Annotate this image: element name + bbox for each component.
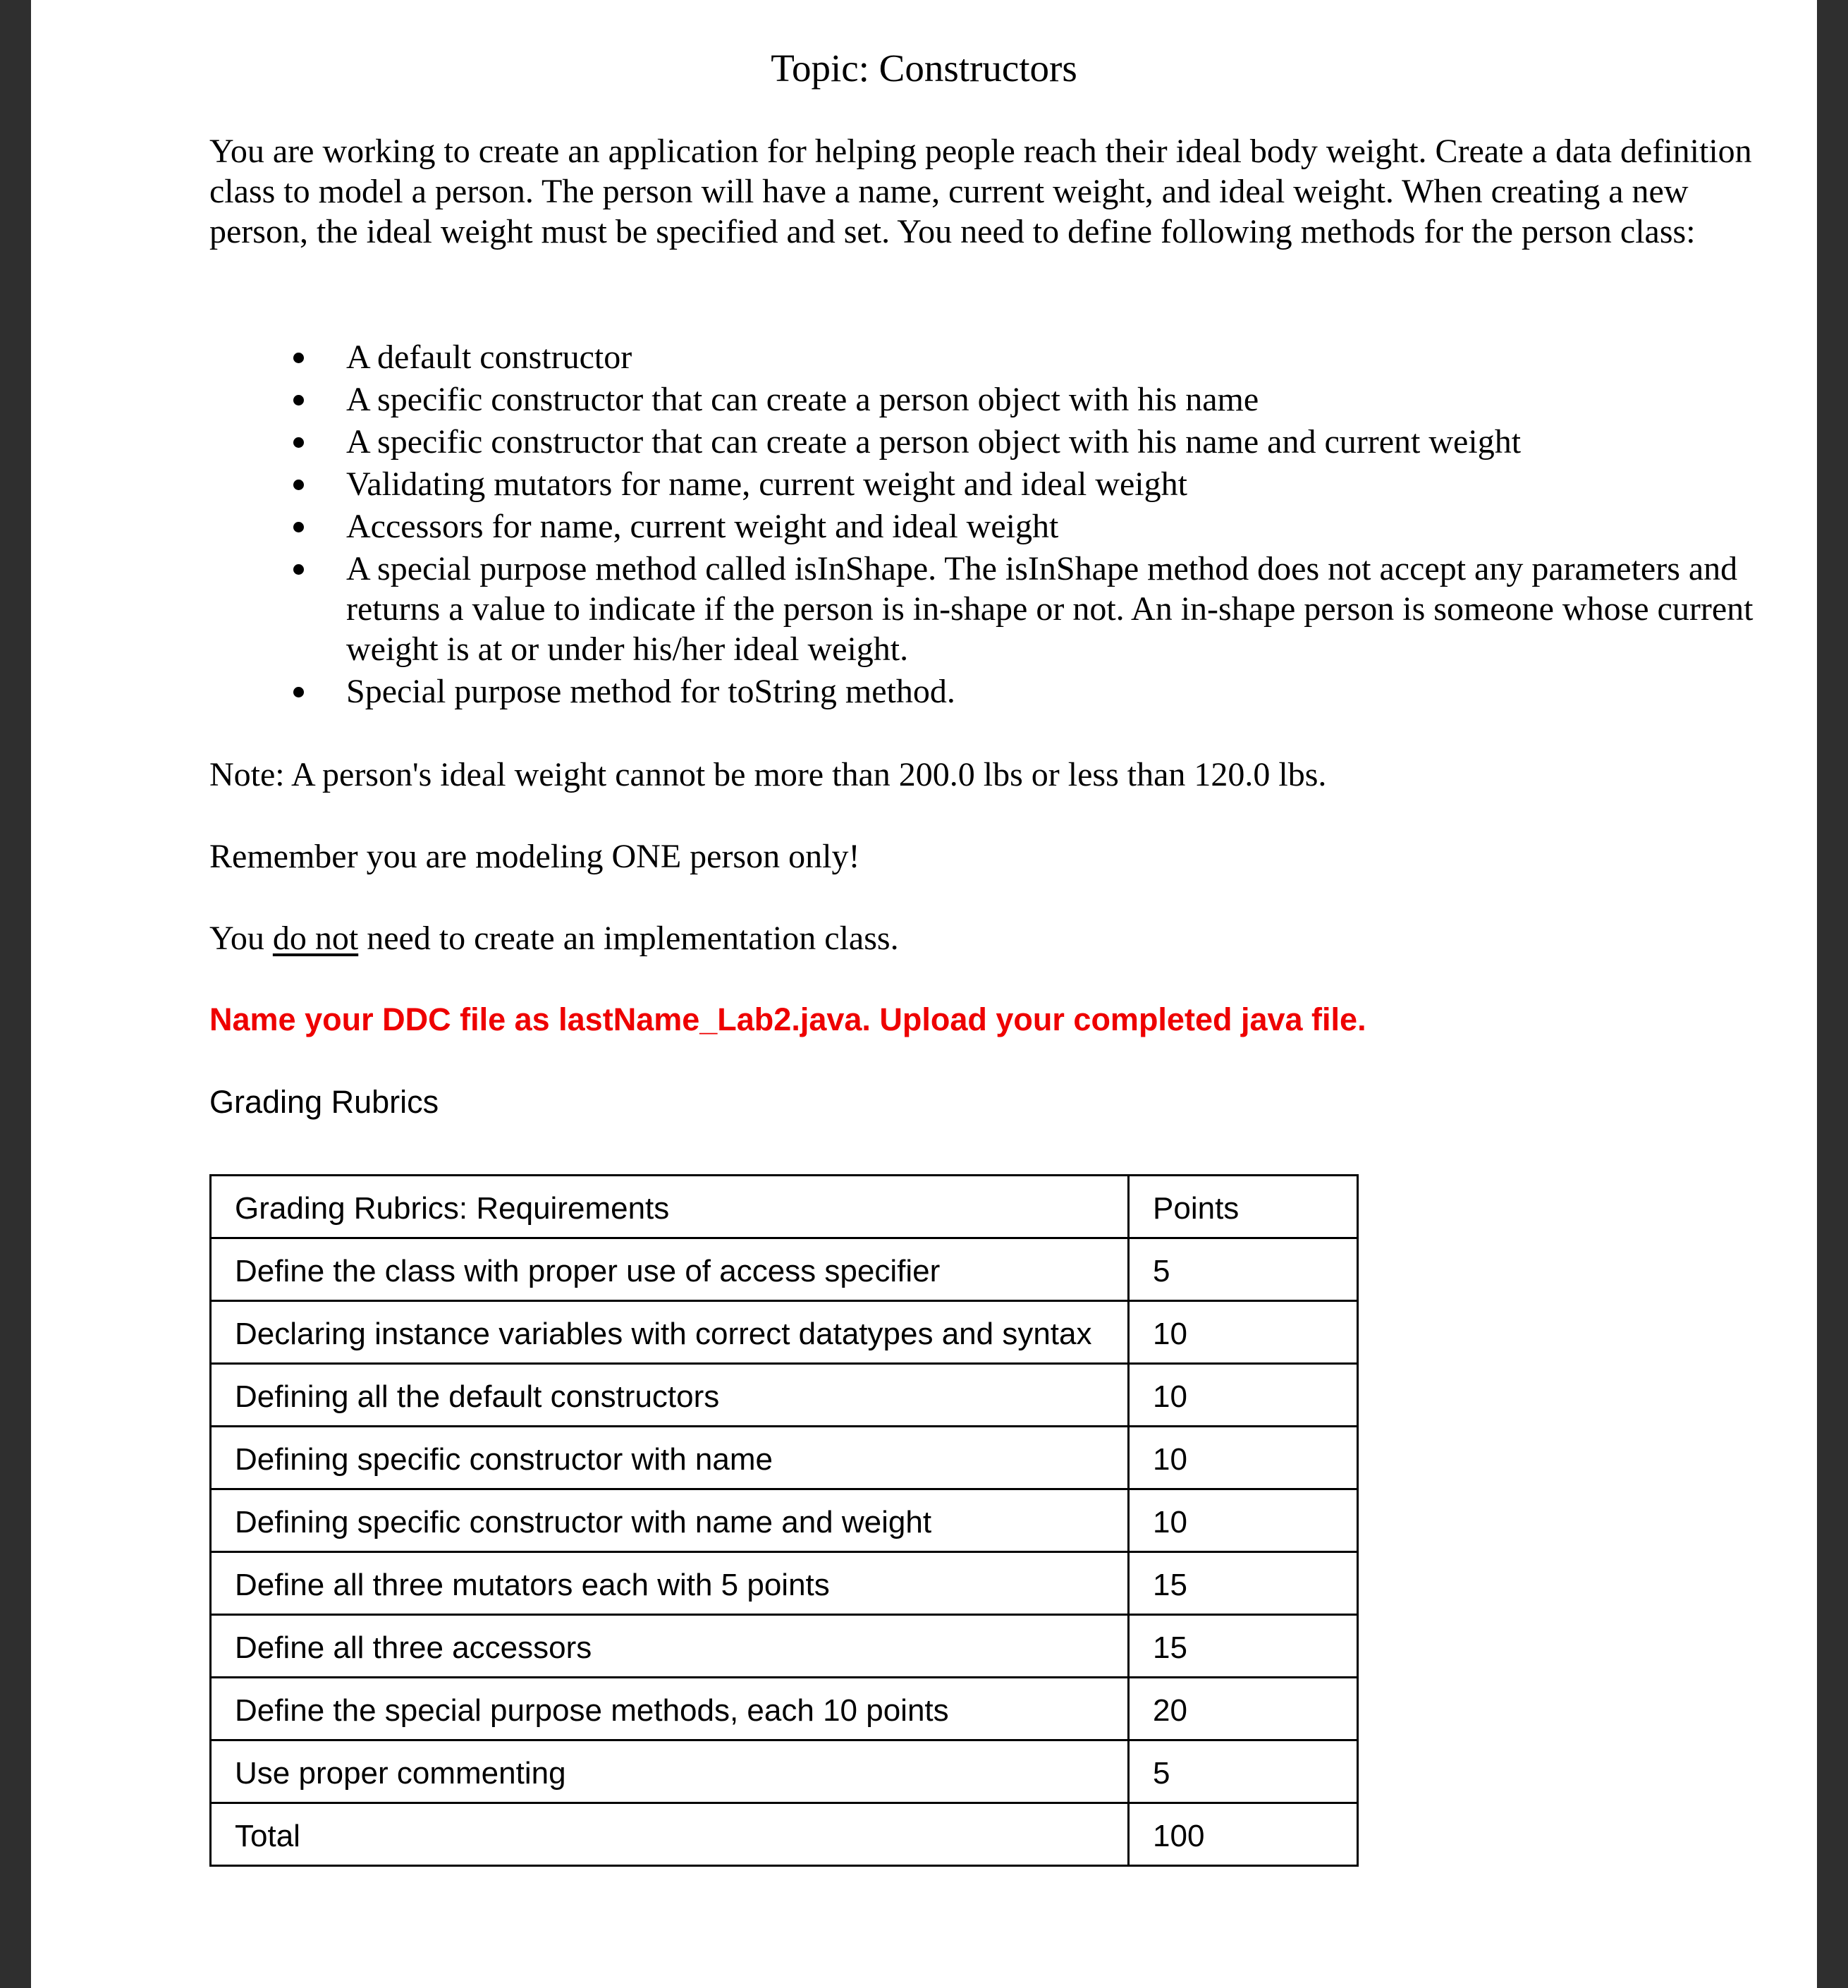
total-label-cell: Total	[211, 1803, 1129, 1866]
header-requirement: Grading Rubrics: Requirements	[211, 1176, 1129, 1238]
bullet-icon	[293, 480, 304, 490]
note-paragraph: Note: A person's ideal weight cannot be more than 200.0 lbs or less than 120.0 lbs.	[209, 756, 1327, 793]
requirement-cell: Define the special purpose methods, each 10 points	[211, 1678, 1129, 1740]
list-item	[209, 464, 1775, 504]
document-page	[31, 0, 1817, 1988]
points-cell: 10	[1129, 1301, 1358, 1364]
points-cell: 15	[1129, 1552, 1358, 1615]
list-item-text: A default constructor	[346, 339, 632, 376]
list-item-text: Special purpose method for toString method.	[346, 673, 955, 710]
points-cell: 10	[1129, 1364, 1358, 1427]
table-row	[211, 1552, 1358, 1615]
table-row	[211, 1301, 1358, 1364]
implementation-emphasis: do not	[272, 920, 359, 957]
requirement-cell: Defining specific constructor with name and weight	[211, 1489, 1129, 1552]
list-item-text: A specific constructor that can create a person object with his name and current weight	[346, 423, 1522, 461]
methods-list	[209, 337, 1775, 714]
list-item-text: A specific constructor that can create a person object with his name	[346, 381, 1259, 418]
implementation-paragraph	[209, 918, 1775, 958]
list-item	[209, 549, 1775, 669]
table-row	[211, 1238, 1358, 1301]
bullet-icon	[293, 687, 304, 697]
requirement-cell: Use proper commenting	[211, 1740, 1129, 1803]
requirement-cell: Define all three accessors	[211, 1615, 1129, 1678]
total-points-cell: 100	[1129, 1803, 1358, 1866]
points-cell: 20	[1129, 1678, 1358, 1740]
table-row	[211, 1427, 1358, 1489]
list-item	[209, 671, 1775, 712]
bullet-icon	[293, 564, 304, 575]
implementation-suffix: need to create an implementation class.	[358, 920, 899, 957]
list-item-text: Validating mutators for name, current weight and ideal weight	[346, 465, 1187, 503]
total-row	[211, 1803, 1358, 1866]
requirement-cell: Declaring instance variables with correct datatypes and syntax	[211, 1301, 1129, 1364]
list-item	[209, 422, 1775, 462]
rubric-table	[209, 1174, 1359, 1867]
bullet-icon	[293, 437, 304, 448]
list-item-text: A special purpose method called isInShape. The isInShape method does not accept any parameters and returns a value to indicate if the person is in-shape or not. An in-shape person is someone whose current weight is at or under his/her ideal weight.	[346, 550, 1754, 668]
points-cell: 10	[1129, 1489, 1358, 1552]
table-row	[211, 1489, 1358, 1552]
list-item-text: Accessors for name, current weight and ideal weight	[346, 508, 1059, 545]
table-row	[211, 1615, 1358, 1678]
table-row	[211, 1678, 1358, 1740]
header-points: Points	[1129, 1176, 1358, 1238]
rubric-heading: Grading Rubrics	[209, 1084, 439, 1120]
submission-instruction: Name your DDC file as lastName_Lab2.java. Upload your completed java file.	[209, 1001, 1366, 1037]
list-item	[209, 379, 1775, 420]
table-row	[211, 1364, 1358, 1427]
page-title: Topic: Constructors	[771, 47, 1077, 90]
intro-paragraph: You are working to create an application for helping people reach their ideal body weight. Create a data definition class to model a person. The person will have a name, current weight, and ideal weight. When creating a new person, the ideal weight must be specified and set. You need to define following methods for the person class:	[209, 133, 1752, 250]
remember-paragraph: Remember you are modeling ONE person only!	[209, 838, 860, 875]
list-item	[209, 337, 1775, 377]
bullet-icon	[293, 522, 304, 532]
table-row	[211, 1740, 1358, 1803]
requirement-cell: Define all three mutators each with 5 points	[211, 1552, 1129, 1615]
points-cell: 5	[1129, 1740, 1358, 1803]
list-item	[209, 506, 1775, 547]
points-cell: 5	[1129, 1238, 1358, 1301]
implementation-prefix: You	[209, 920, 273, 957]
requirement-cell: Defining all the default constructors	[211, 1364, 1129, 1427]
requirement-cell: Defining specific constructor with name	[211, 1427, 1129, 1489]
bullet-icon	[293, 353, 304, 363]
table-header-row	[211, 1176, 1358, 1238]
bullet-icon	[293, 395, 304, 405]
requirement-cell: Define the class with proper use of access specifier	[211, 1238, 1129, 1301]
points-cell: 15	[1129, 1615, 1358, 1678]
points-cell: 10	[1129, 1427, 1358, 1489]
